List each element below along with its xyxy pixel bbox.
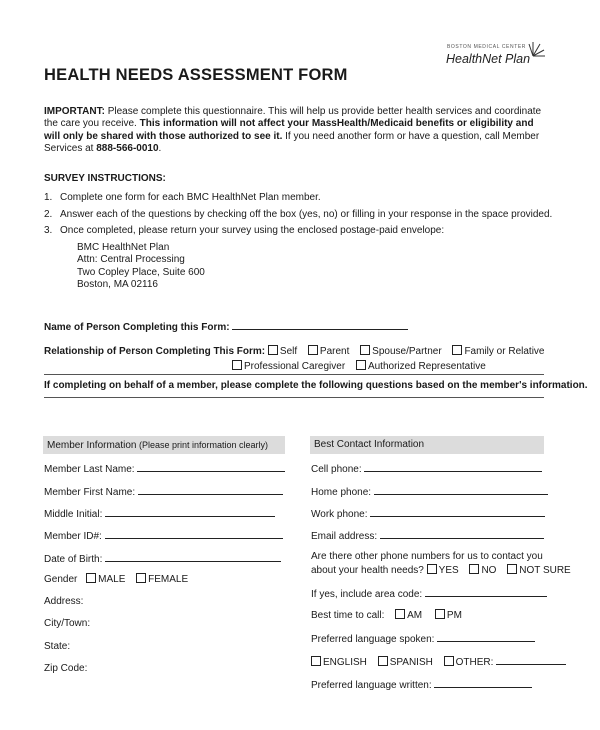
email-label: Email address: — [311, 531, 378, 542]
relationship-row-2 — [232, 360, 494, 372]
page-title: HEALTH NEEDS ASSESSMENT FORM — [44, 66, 348, 84]
male-checkbox[interactable] — [86, 573, 96, 583]
instruction-item — [44, 190, 552, 207]
home-phone-row — [311, 484, 548, 498]
gender-row — [44, 573, 196, 585]
last-name-label: Member Last Name: — [44, 464, 135, 475]
city-label: City/Town: — [44, 618, 91, 629]
instruction-number: 1. — [44, 192, 53, 203]
other-numbers-label: about your health needs? — [311, 565, 424, 576]
intro-paragraph — [44, 106, 549, 156]
pref-spoken-field[interactable] — [437, 631, 535, 642]
not-sure-label: NOT SURE — [519, 565, 571, 576]
if-yes-label: If yes, include area code: — [311, 589, 423, 600]
intro-bold-text: This information will not affect your MassHealth/Medicaid benefits or eligibility and will only be shared with those authorized to see it. — [44, 118, 534, 142]
address-line: Attn: Central Processing — [77, 254, 185, 266]
pref-written-label: Preferred language written: — [311, 680, 432, 691]
am-checkbox[interactable] — [395, 609, 405, 619]
intro-text-2: If you need another form or have a question, call Member Services at — [44, 130, 540, 155]
best-time-label: Best time to call: — [311, 610, 385, 621]
address-line: Boston, MA 02116 — [77, 278, 158, 290]
dob-label: Date of Birth: — [44, 554, 103, 565]
work-phone-row — [311, 506, 545, 520]
return-address — [77, 242, 205, 291]
pref-written-field[interactable] — [434, 677, 532, 688]
home-phone-field[interactable] — [374, 484, 548, 495]
pref-spoken-label: Preferred language spoken: — [311, 634, 435, 645]
other-language-checkbox[interactable] — [444, 656, 454, 666]
middle-initial-field[interactable] — [105, 506, 275, 517]
option-label: Professional Caregiver — [244, 361, 346, 372]
spouse-partner-checkbox[interactable] — [360, 345, 370, 355]
middle-initial-row — [44, 506, 275, 520]
other-numbers-question: Are there other phone numbers for us to contact you — [311, 551, 543, 562]
middle-initial-label: Middle Initial: — [44, 509, 103, 520]
english-label: ENGLISH — [323, 657, 367, 668]
instruction-text: Once completed, please return your survey using the enclosed postage-paid envelope: — [60, 225, 445, 236]
state-label: State: — [44, 641, 71, 652]
best-time-row — [311, 609, 462, 621]
option-label: Authorized Representative — [367, 361, 486, 372]
male-label: MALE — [98, 574, 126, 585]
not-sure-checkbox[interactable] — [507, 564, 517, 574]
important-label: IMPORTANT: — [44, 106, 105, 117]
instruction-list — [44, 190, 552, 240]
completer-name-field[interactable] — [232, 319, 408, 330]
spanish-label: SPANISH — [389, 657, 433, 668]
female-label: FEMALE — [148, 574, 189, 585]
relationship-row — [44, 345, 552, 357]
other-number-field[interactable] — [425, 586, 547, 597]
no-checkbox[interactable] — [469, 564, 479, 574]
other-language-field[interactable] — [496, 654, 566, 665]
first-name-field[interactable] — [138, 484, 283, 495]
home-phone-label: Home phone: — [311, 487, 372, 498]
address-line: Two Copley Place, Suite 600 — [77, 266, 205, 278]
english-checkbox[interactable] — [311, 656, 321, 666]
email-row — [311, 528, 544, 542]
yes-checkbox[interactable] — [427, 564, 437, 574]
instruction-text: Complete one form for each BMC HealthNet Plan member. — [60, 192, 321, 203]
yes-label: YES — [438, 565, 459, 576]
instruction-item — [44, 223, 552, 240]
instruction-number: 2. — [44, 208, 53, 220]
pref-written-row — [311, 677, 532, 691]
option-label: Self — [279, 346, 298, 357]
completer-name-label: Name of Person Completing this Form: — [44, 322, 230, 333]
other-language-label: OTHER: — [455, 657, 494, 668]
survey-instructions-heading: SURVEY INSTRUCTIONS: — [44, 173, 166, 184]
contact-info-header: Best Contact Information — [310, 436, 544, 454]
cell-phone-field[interactable] — [364, 461, 542, 472]
member-id-label: Member ID#: — [44, 531, 102, 542]
member-info-title: Member Information — [47, 440, 137, 451]
address-line: BMC HealthNet Plan — [77, 242, 170, 253]
zip-label: Zip Code: — [44, 663, 88, 674]
member-services-phone: 888-566-0010 — [96, 143, 159, 155]
female-checkbox[interactable] — [136, 573, 146, 583]
intro-end: . — [158, 143, 162, 155]
dob-row — [44, 551, 281, 565]
email-field[interactable] — [380, 528, 544, 539]
language-options-row — [311, 654, 566, 668]
if-yes-row — [311, 586, 547, 600]
family-relative-checkbox[interactable] — [452, 345, 462, 355]
option-label: Family or Relative — [464, 346, 545, 357]
option-label: Parent — [319, 346, 350, 357]
member-id-row — [44, 528, 283, 542]
instruction-text: Answer each of the questions by checking off the box (yes, no) or filling in your response in the space provided. — [60, 208, 553, 220]
other-numbers-row — [311, 564, 571, 576]
intro-text: Please complete this questionnaire. This will help us provide better health services and coordinate the care you receive. — [44, 106, 542, 130]
work-phone-field[interactable] — [370, 506, 545, 517]
member-id-field[interactable] — [105, 528, 283, 539]
instruction-number: 3. — [44, 225, 53, 236]
member-info-note: (Please print information clearly) — [136, 440, 269, 450]
dob-field[interactable] — [105, 551, 281, 562]
completer-name-row — [44, 319, 408, 333]
professional-caregiver-checkbox[interactable] — [232, 360, 242, 370]
first-name-label: Member First Name: — [44, 487, 136, 498]
relationship-label: Relationship of Person Completing This Form: — [44, 346, 266, 357]
gender-label: Gender — [44, 574, 78, 585]
divider — [44, 374, 544, 375]
instruction-item — [44, 207, 552, 224]
spanish-checkbox[interactable] — [378, 656, 388, 666]
last-name-row — [44, 461, 285, 475]
logo-wordmark: HealthNet Plan — [446, 52, 531, 66]
authorized-representative-checkbox[interactable] — [356, 360, 366, 370]
work-phone-label: Work phone: — [311, 509, 368, 520]
member-info-header — [43, 436, 285, 454]
option-label: Spouse/Partner — [372, 346, 442, 357]
pm-label: PM — [446, 610, 462, 621]
cell-phone-row — [311, 461, 542, 475]
address-label: Address: — [44, 596, 84, 607]
behalf-note: If completing on behalf of a member, please complete the following questions based on the member's information. — [44, 380, 588, 391]
self-checkbox[interactable] — [268, 345, 278, 355]
last-name-field[interactable] — [137, 461, 285, 472]
pref-spoken-row — [311, 631, 535, 645]
parent-checkbox[interactable] — [308, 345, 318, 355]
cell-phone-label: Cell phone: — [311, 464, 362, 475]
logo-caption: BOSTON MEDICAL CENTER — [447, 44, 526, 50]
no-label: NO — [481, 565, 497, 576]
divider — [44, 397, 544, 398]
first-name-row — [44, 484, 283, 498]
am-label: AM — [407, 610, 423, 621]
sunburst-logo-icon — [527, 38, 547, 62]
pm-checkbox[interactable] — [435, 609, 445, 619]
